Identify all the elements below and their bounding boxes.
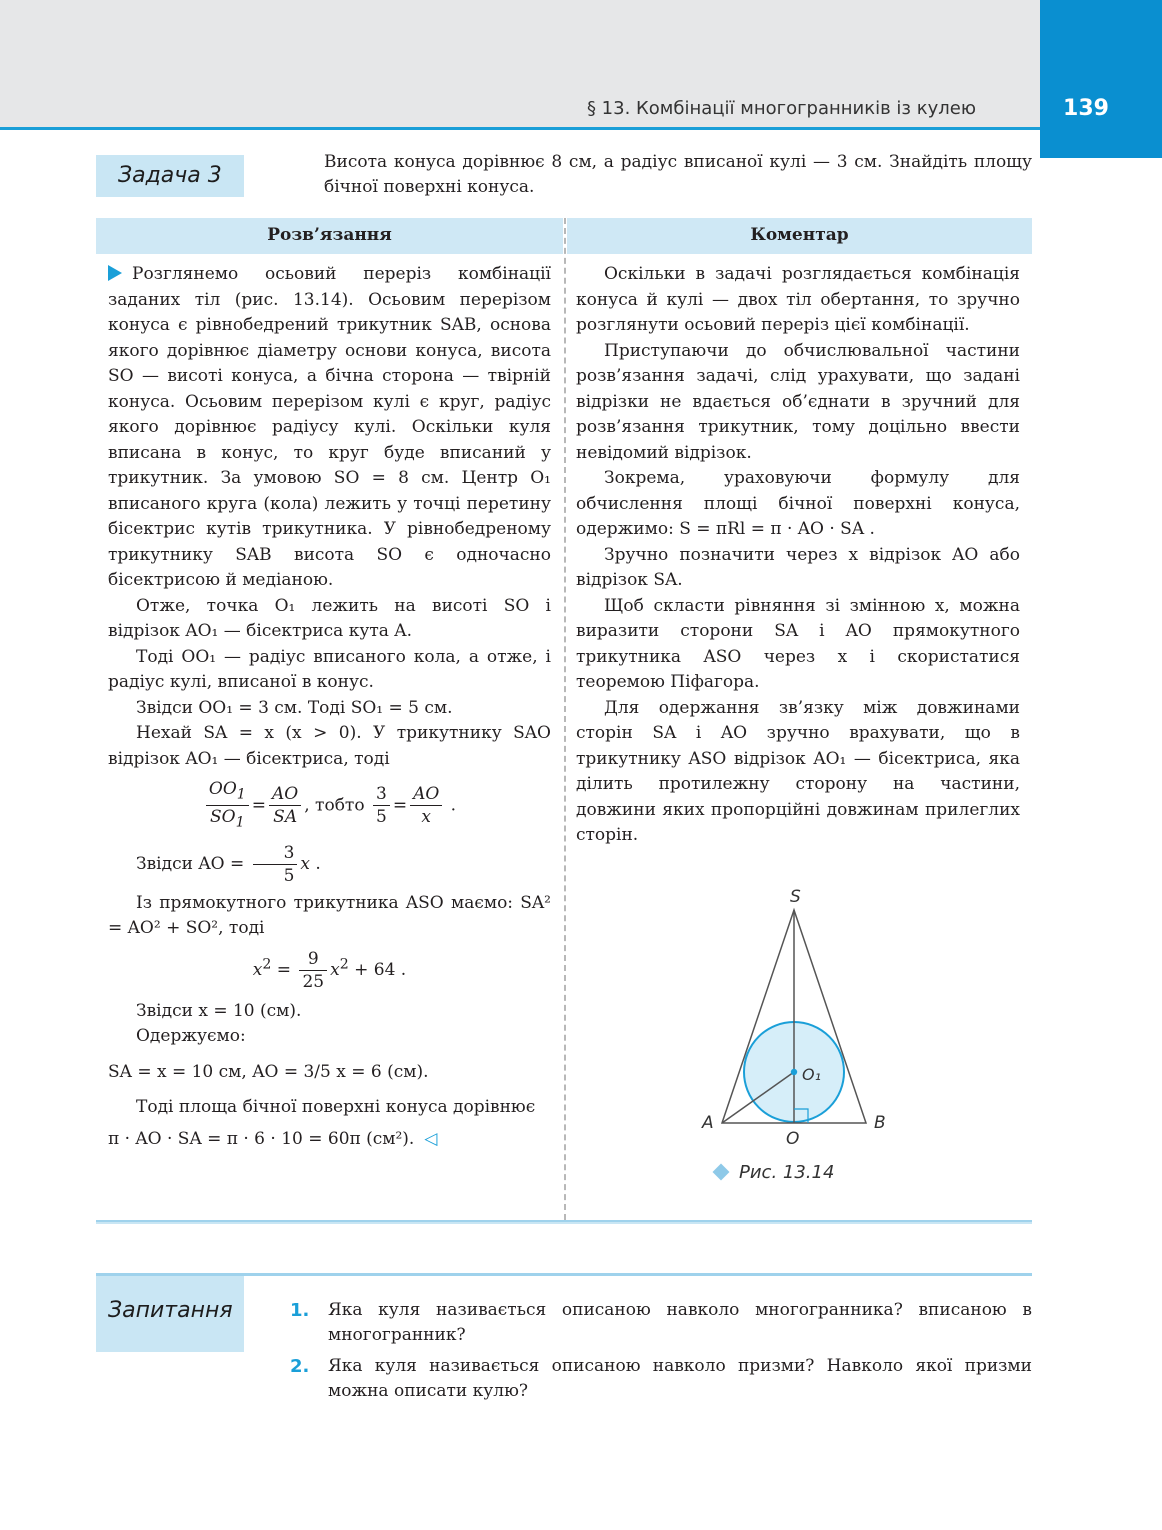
comment-text [576, 262, 1020, 849]
column-divider [564, 218, 566, 1220]
formula-connector: , тобто [304, 795, 365, 816]
solution-bottom-rule [96, 1220, 1032, 1224]
comment-para-2: Приступаючи до обчислювальної частини розв’язання задачі, слід урахувати, що задані відрізки не вдається об’єднати в зручний для розв’язання трикутник, тому доцільно ввести невідомий відрізок. [576, 340, 1020, 463]
end-triangle-icon: ◁ [424, 1128, 438, 1149]
solution-para-2: Отже, точка O₁ лежить на висоті SO і відрізок AO₁ — бісектриса кута A. [108, 595, 551, 641]
solution-para-3: Тоді OO₁ — радіус вписаного кола, а отже, і радіус кулі, вписаної в конус. [108, 646, 551, 692]
label-o: O [786, 1129, 800, 1149]
solution-para-11: Тоді площа бічної поверхні конуса дорівнює [136, 1097, 536, 1118]
solution-para-12: π · AO · SA = π · 6 · 10 = 60π (см²). [108, 1128, 415, 1149]
solution-para-5: Нехай SA = x (x > 0). У трикутнику SAO відрізок AO₁ — бісектриса, тоді [108, 723, 551, 769]
center-point [791, 1069, 797, 1075]
label-o1: O₁ [802, 1065, 822, 1084]
question-text: Яка куля називається описаною навколо призми? Навколо якої призми можна описати кулю? [328, 1356, 1032, 1401]
question-item [290, 1354, 1032, 1404]
task-statement: Висота конуса дорівнює 8 см, а радіус вписаної кулі — 3 см. Знайдіть площу бічної поверхні конуса. [324, 152, 1032, 197]
label-a: A [702, 1113, 714, 1133]
page-number: 139 [1063, 96, 1109, 121]
label-b: B [874, 1113, 886, 1133]
comment-para-5: Щоб скласти рівняння зі змінною x, можна виразити сторони SA і AO прямокутного трикутника ASO через x і скористатися теоремою Піфагора. [576, 595, 1020, 692]
comment-column-title: Коментар [567, 218, 1032, 254]
diamond-icon [713, 1164, 730, 1181]
running-head: § 13. Комбінації многогранників із кулею [586, 98, 976, 119]
solution-para-6: Звідси AO = [136, 853, 245, 874]
comment-para-3: Зокрема, ураховуючи формулу для обчислення площі бічної поверхні конуса, одержимо: S = πRl = π · AO · SA . [576, 468, 1020, 539]
solution-column-title: Розв’язання [96, 218, 563, 254]
solution-para-4: Звідси OO₁ = 3 см. Тоді SO₁ = 5 см. [136, 697, 453, 718]
questions-list [290, 1298, 1032, 1410]
comment-para-1: Оскільки в задачі розглядається комбінація конуса й кулі — двох тіл обертання, то зручно розглянути осьовий переріз цієї комбінації. [576, 264, 1020, 335]
comment-para-4: Зручно позначити через x відрізок AO або відрізок SA. [576, 544, 1020, 590]
solution-para-7: Із прямокутного трикутника ASO маємо: SA² = AO² + SO², тоді [108, 892, 551, 939]
solution-para-1: Розглянемо осьовий переріз комбінації заданих тіл (рис. 13.14). Осьовим перерізом конуса є рівнобедрений трикутник SAB, основа якого дорівнює діаметру основи конуса, висота SO — висоті конуса, а бічна сторона — твірній конуса. Осьовим перерізом кулі є круг, радіус якого дорівнює радіусу кулі. Оскільки куля вписана в конус, то круг буде вписаний у трикутник. За умовою SO = 8 см. Центр O₁ вписаного круга (кола) лежить у точці перетину бісектрис кутів трикутника. У рівнобедреному трикутнику SAB висота SO є одночасно бісектрисою й медіаною. [108, 264, 551, 590]
question-number: 1. [290, 1300, 310, 1321]
solution-para-10: SA = x = 10 см, AO = 3/5 x = 6 (см). [108, 1061, 429, 1082]
pythagoras-formula: $x^2$ = $\frac{9}{25}$ $x^2 + 64$ . [252, 948, 407, 992]
question-number: 2. [290, 1356, 310, 1377]
ratio-formula: $\frac{OO_1}{SO_1}$ = $\frac{AO}{SA}$ , тобто $\frac{3}{5}$ = $\frac{AO}{x}$ . [108, 778, 551, 834]
task-label: Задача 3 [96, 155, 244, 197]
question-text: Яка куля називається описаною навколо многогранника? вписаною в многогранник? [328, 1300, 1032, 1345]
solution-para-9: Одержуємо: [136, 1026, 246, 1047]
cone-sphere-figure [690, 880, 920, 1160]
solution-para-8: Звідси x = 10 (см). [136, 1000, 302, 1021]
page-number-tab [1040, 0, 1162, 158]
question-item [290, 1298, 1032, 1348]
label-s: S [790, 887, 801, 907]
figure-caption-text: Рис. 13.14 [739, 1162, 835, 1183]
figure-caption [715, 1162, 834, 1183]
solution-text: Розглянемо осьовий переріз комбінації заданих тіл (рис. 13.14). Осьовим перерізом конуса є рівнобедрений трикутник SAB, основа якого дорівнює діаметру основи конуса, висота SO — висоті конуса, а бічна сторона — твірній конуса. Осьовим перерізом кулі є круг, радіус якого дорівнює радіусу кулі. Оскільки куля вписана в конус, то круг буде вписаний у трикутник. За умовою SO = 8 см. Центр O₁ вписаного круга (кола) лежить у точці перетину бісектрис кутів трикутника. У рівнобедреному трикутнику SAB висота SO є одночасно бісектрисою й медіаною. Отже, точка O₁ лежить на висоті SO і відрізок AO₁ — бісектриса кута A. Тоді OO₁ — радіус вписаного кола, а отже, і радіус кулі, вписаної в конус. Звідси OO₁ = 3 см. Тоді SO₁ = 5 см. Нехай SA = x (x > 0). У трикутнику SAO відрізок AO₁ — бісектриса, тоді $\frac{OO_1}{SO_1}$ = $\frac{AO}{SA}$ , тобто $\frac{3}{5}$ = $\frac{AO}{x}$ . Звідси AO = $\frac{3}{5}$ x . Із прямокутного трикутника ASO маємо: SA² = AO² + SO², тоді $x^2$ = $\frac{9}{25}$ $x^2 + 64$ . Звідси x = 10 (см). Одержуємо: SA = x = 10 см, AO = 3/5 x = 6 (см). Тоді площа бічної поверхні конуса дорівнює π · AO · SA = π · 6 · 10 = 60π (см²). ◁ [108, 264, 551, 1149]
comment-para-6: Для одержання зв’язку між довжинами сторін SA і AO зручно врахувати, що в трикутнику ASO відрізок AO₁ — бісектриса, яка ділить протилежну сторону на частини, довжини яких пропорційні довжинам прилеглих сторін. [576, 697, 1020, 845]
header-rule [0, 127, 1040, 130]
play-triangle-icon [108, 265, 122, 281]
questions-label: Запитання [96, 1276, 244, 1352]
